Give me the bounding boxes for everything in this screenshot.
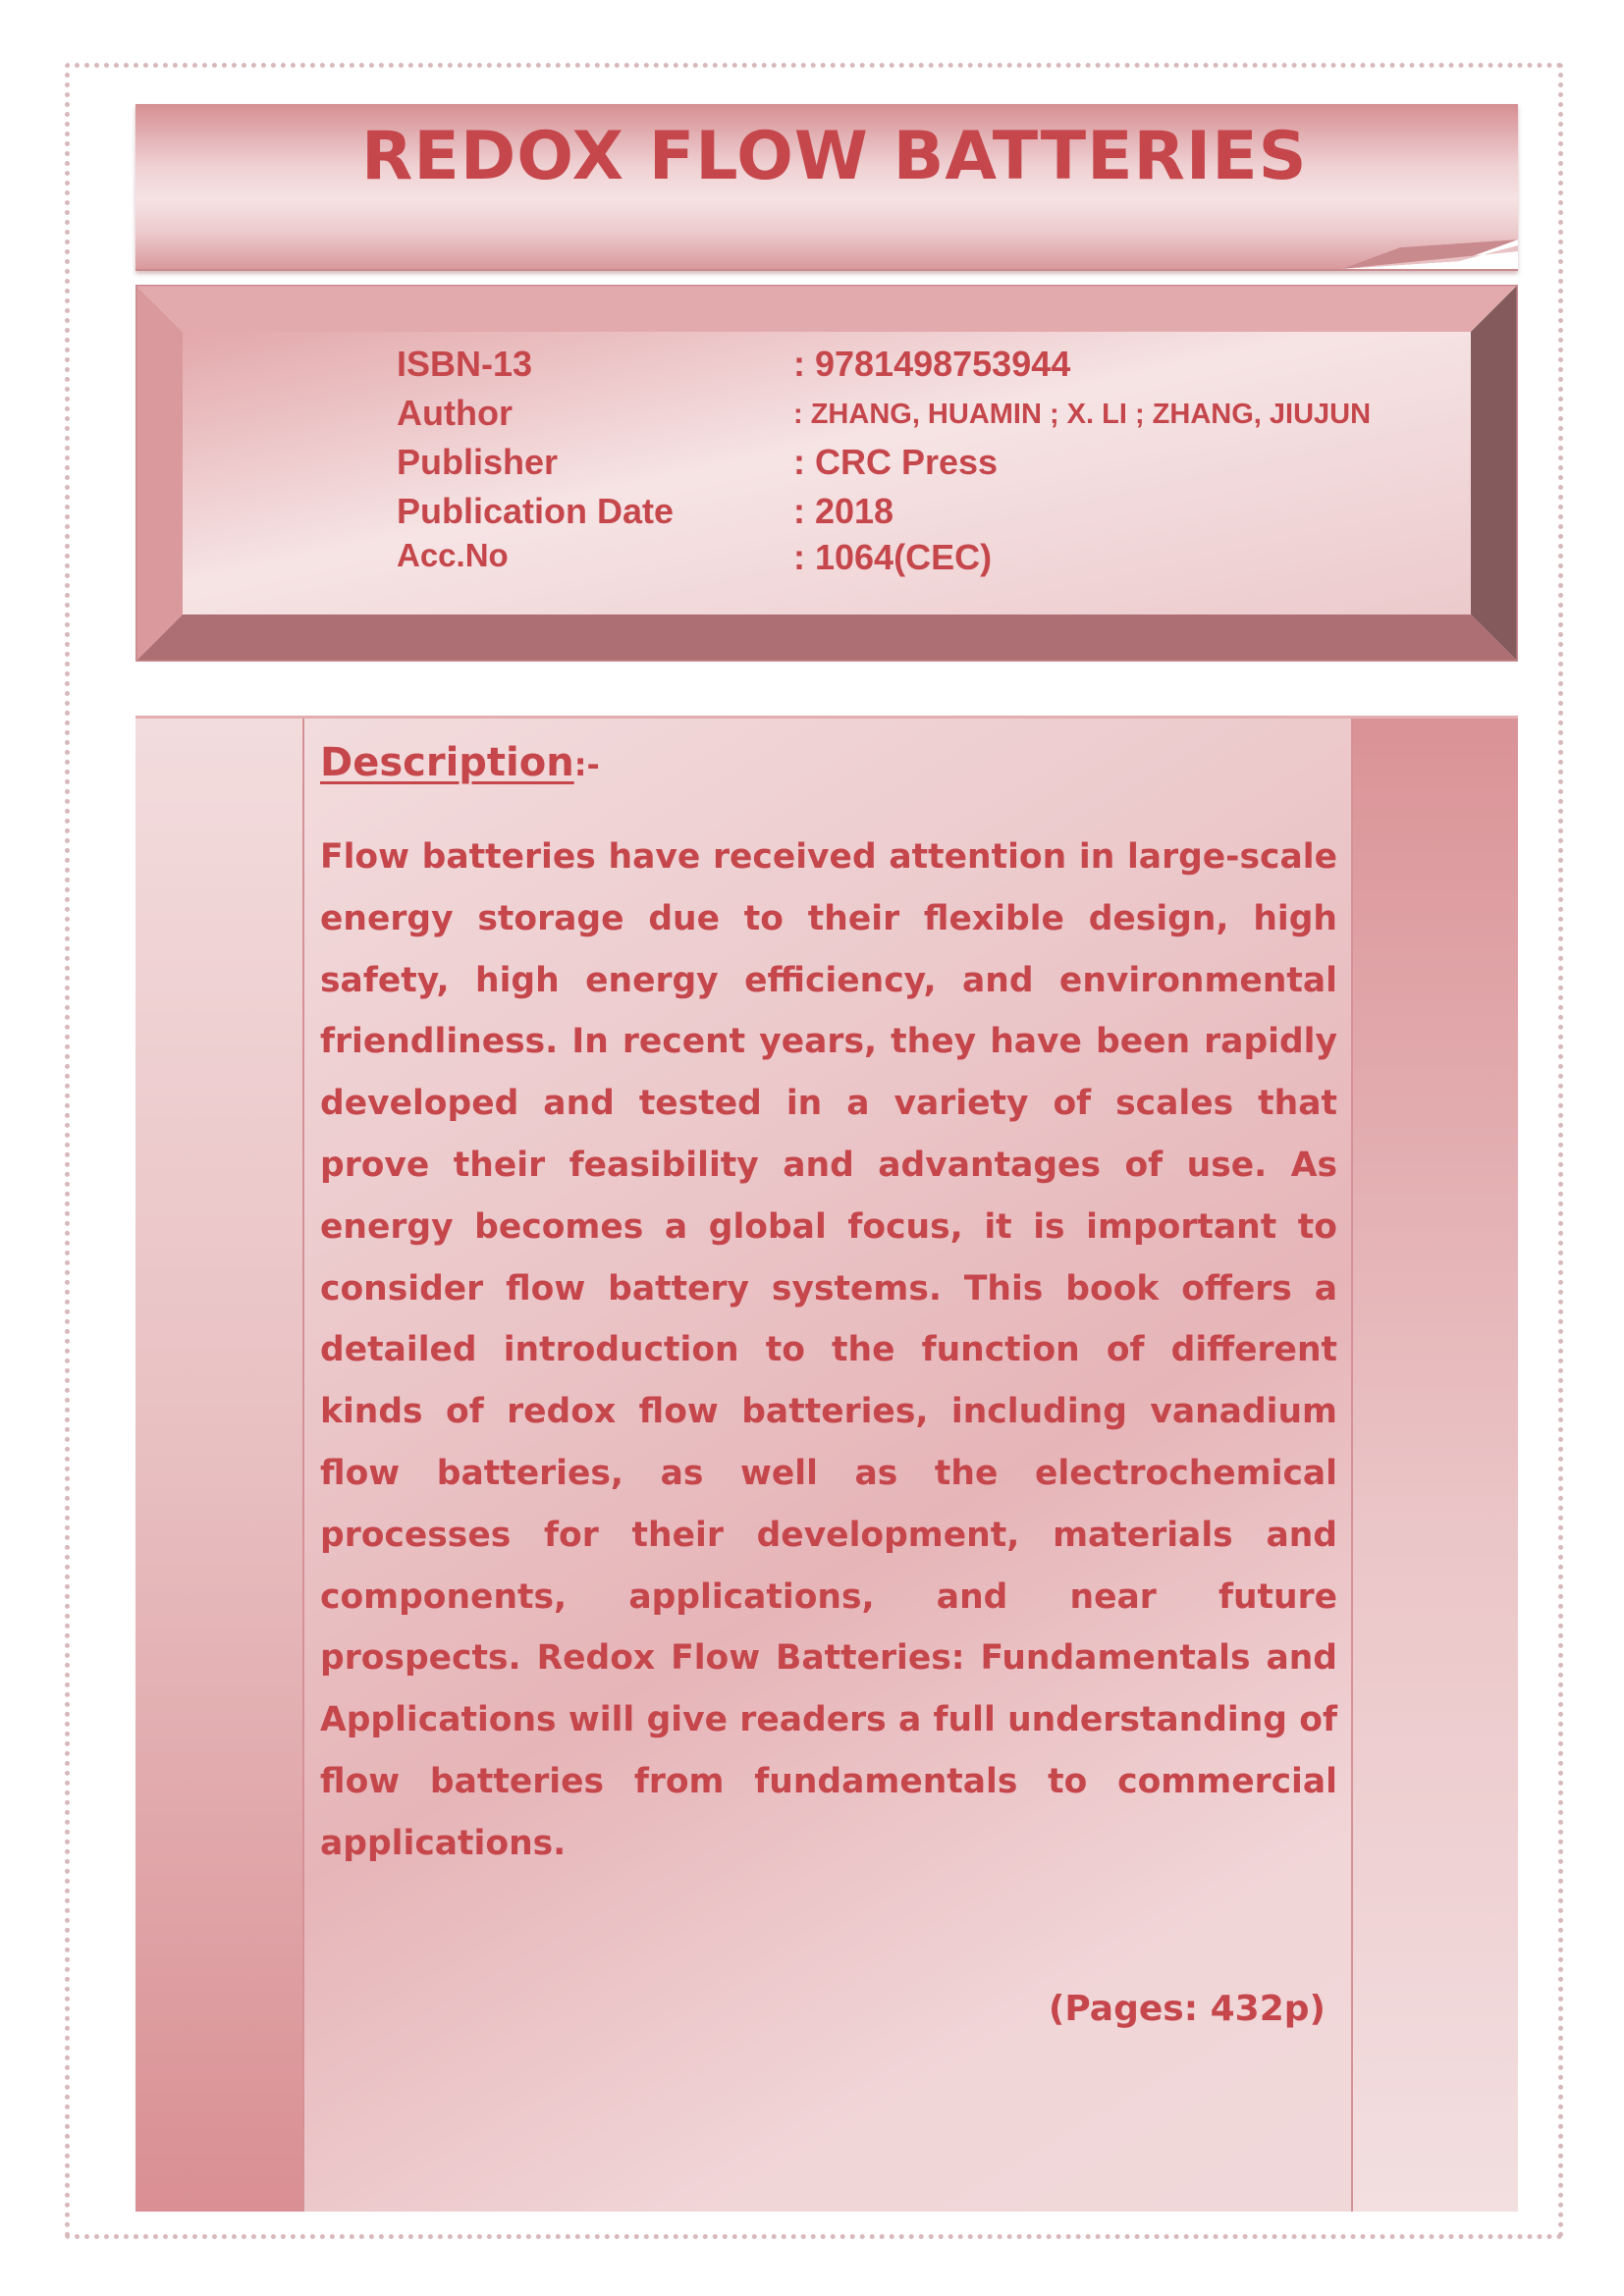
description-heading-text: Description: [320, 740, 574, 785]
publisher-label: Publisher: [397, 442, 559, 482]
description-panel: [135, 716, 1518, 2212]
page-curl-decoration: [1341, 240, 1518, 269]
description-heading: [320, 740, 600, 785]
left-decorative-strip: [135, 719, 304, 2212]
isbn-value: : 9781498753944: [793, 344, 1071, 384]
right-decorative-strip: [1351, 719, 1518, 2212]
book-info-box: [135, 285, 1518, 662]
acc-no-label: Acc.No: [397, 537, 509, 573]
isbn-label: ISBN-13: [397, 344, 533, 384]
acc-no-value: : 1064(CEC): [793, 537, 993, 577]
publication-date-label: Publication Date: [397, 491, 675, 531]
book-title: REDOX FLOW BATTERIES: [361, 118, 1308, 195]
publication-date-value: : 2018: [793, 491, 894, 531]
author-value: : ZHANG, HUAMIN ; X. LI ; ZHANG, JIUJUN: [793, 399, 1372, 430]
description-heading-suffix: :-: [573, 746, 600, 783]
publisher-value: : CRC Press: [793, 442, 999, 482]
page-count: (Pages: 432p): [1048, 1989, 1326, 2029]
description-body: Flow batteries have received attention in large-scale energy storage due to their flexible design, high safety, high energy efficiency, and environmental friendliness. In recent years, they have been rapidly developed and tested in a variety of scales that prove their feasibility and advantages of use. As energy becomes a global focus, it is important to consider flow battery systems. This book offers a detailed introduction to the function of different kinds of redox flow batteries, including vanadium flow batteries, as well as the electrochemical processes for their development, materials and components, applications, and near future prospects. Redox Flow Batteries: Fundamentals and Applications will give readers a full understanding of flow batteries from fundamentals to commercial applications.: [320, 837, 1337, 1863]
title-banner: [135, 104, 1518, 271]
author-label: Author: [397, 393, 513, 433]
